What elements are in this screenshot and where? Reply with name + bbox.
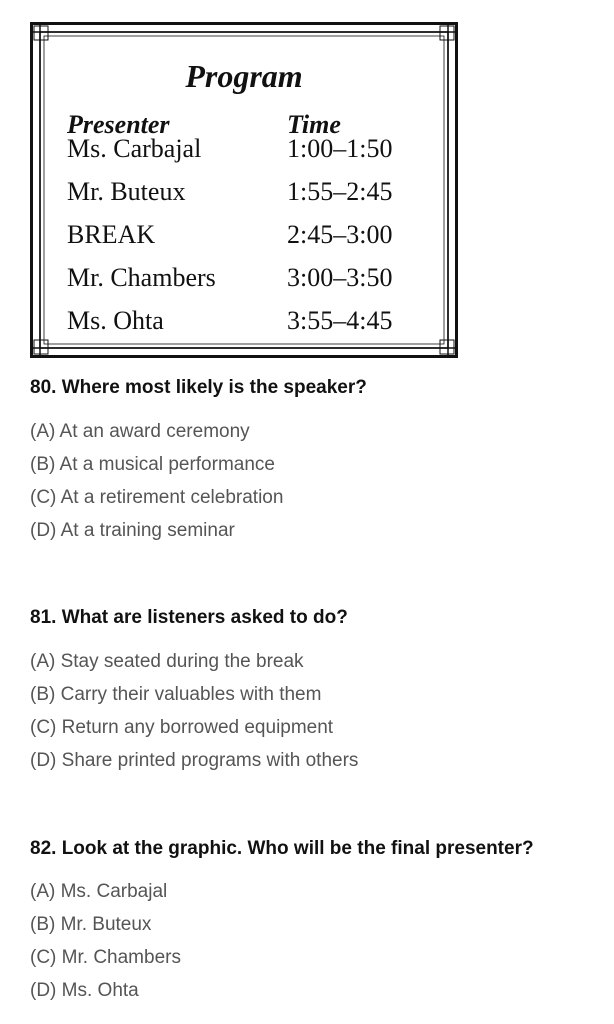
row-presenter: Mr. Buteux [67, 177, 186, 206]
option-b: (B) Carry their valuables with them [30, 684, 322, 705]
question-80: 80. Where most likely is the speaker? [30, 377, 367, 398]
option-b: (B) At a musical performance [30, 454, 275, 475]
question-81: 81. What are listeners asked to do? [30, 607, 348, 628]
row-presenter: Mr. Chambers [67, 263, 216, 292]
row-time: 1:55–2:45 [287, 177, 393, 206]
option-a: (A) Stay seated during the break [30, 651, 304, 672]
option-c: (C) At a retirement celebration [30, 487, 284, 508]
program-title: Program [185, 58, 303, 94]
option-c: (C) Mr. Chambers [30, 947, 181, 968]
row-presenter: Ms. Ohta [67, 306, 164, 335]
option-d: (D) Share printed programs with others [30, 750, 359, 771]
option-b: (B) Mr. Buteux [30, 914, 152, 935]
row-time: 3:55–4:45 [287, 306, 393, 335]
option-a: (A) At an award ceremony [30, 421, 250, 442]
program-graphic [30, 22, 458, 358]
option-c: (C) Return any borrowed equipment [30, 717, 334, 738]
header-presenter: Presenter [67, 110, 170, 139]
option-a: (A) Ms. Carbajal [30, 881, 168, 902]
question-82: 82. Look at the graphic. Who will be the final presenter? [30, 838, 534, 859]
option-d: (D) At a training seminar [30, 520, 235, 541]
row-time: 2:45–3:00 [287, 220, 393, 249]
header-time: Time [287, 110, 341, 139]
row-time: 1:00–1:50 [287, 134, 393, 163]
row-time: 3:00–3:50 [287, 263, 393, 292]
option-d: (D) Ms. Ohta [30, 980, 139, 1001]
row-presenter: Ms. Carbajal [67, 134, 202, 163]
row-presenter: BREAK [67, 220, 156, 249]
